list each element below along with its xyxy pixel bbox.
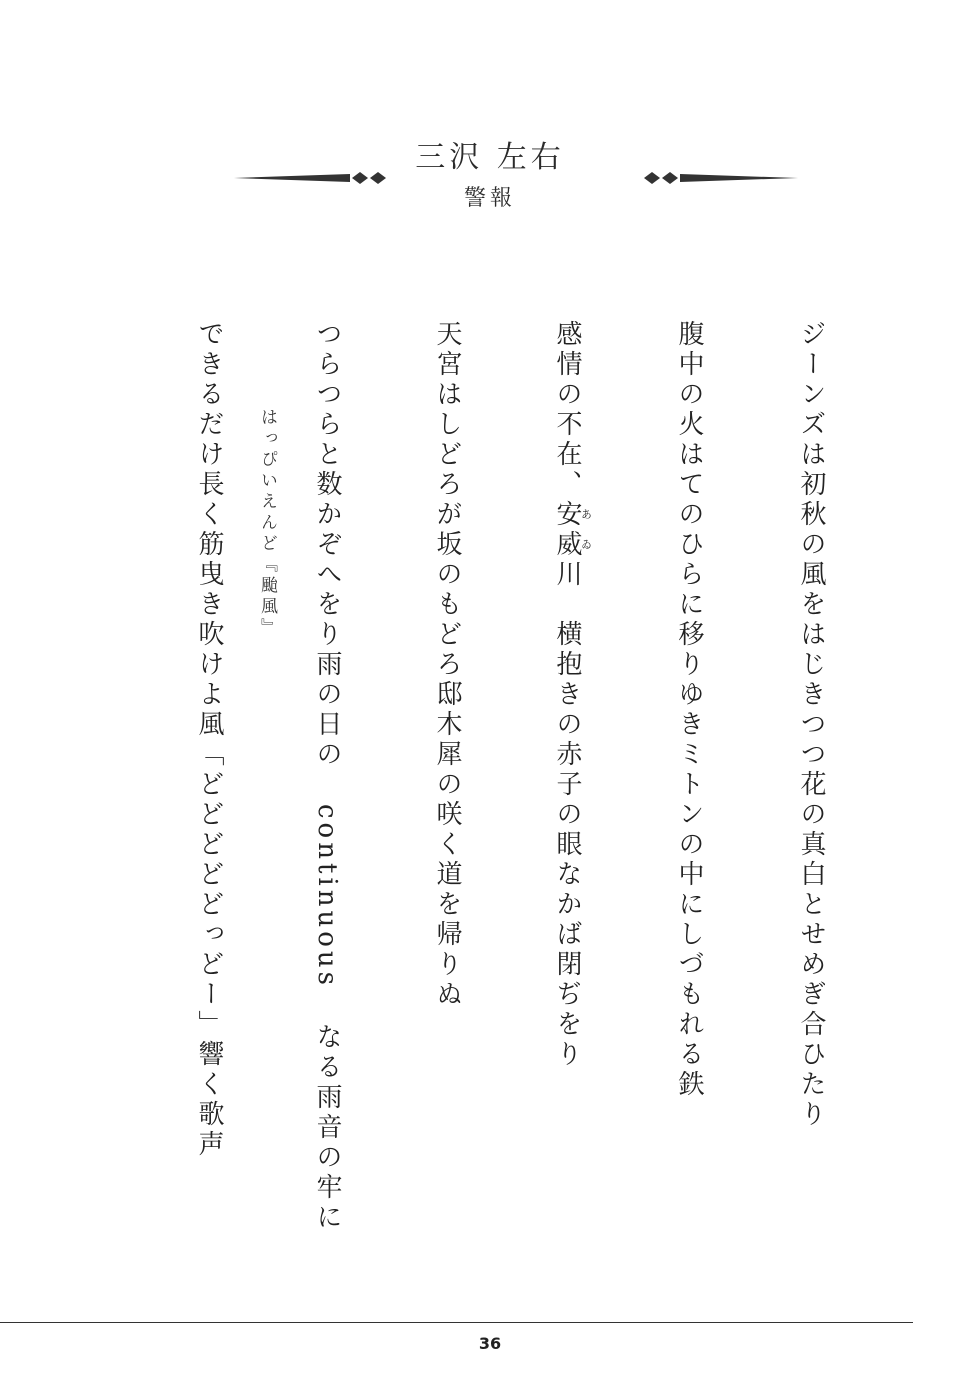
poem-line-3-ruby-base: 安威 — [552, 500, 582, 560]
poem-line-5-before: つらつらと数かぞへをり雨の日の — [312, 320, 342, 770]
poem-line-3-ruby — [552, 500, 593, 560]
poem-line-1: ジーンズは初秋の風をはじきつつ花の真白とせめぎ合ひたり — [796, 320, 826, 1130]
footer-rule — [0, 1322, 913, 1323]
attribution — [256, 408, 278, 639]
attribution-source: 『颱風』 — [257, 555, 277, 639]
poem-line-2: 腹中の火はてのひらに移りゆきミトンの中にしづもれる鉄 — [674, 320, 704, 1100]
poem-line-3 — [550, 320, 592, 1070]
poem-line-3-after: 川 横抱きの赤子の眼なかば閉ぢをり — [552, 560, 582, 1070]
poem-title: 警報 — [463, 186, 516, 211]
poem-line-4: 天宮はしどろが坂のもどろ邸木犀の咲く道を帰りぬ — [432, 320, 462, 1010]
poem-line-5-latin: continuous — [312, 804, 342, 989]
attribution-reading: はっぴいえんど — [257, 408, 277, 555]
poem-line-3-ruby-text: あゐ — [579, 500, 593, 560]
poem-body — [0, 320, 980, 1233]
poem-line-6: できるだけ長く筋曳き吹けよ風「どどどどどっどー」響く歌声 — [194, 320, 224, 1160]
poem-line-3-before: 感情の不在、 — [552, 320, 582, 500]
poem-line-5 — [310, 320, 344, 1233]
poem-line-5-after: なる雨音の牢に — [312, 1022, 342, 1233]
author-name: 三沢 左右 — [415, 140, 565, 175]
page-number: 36 — [478, 1334, 502, 1353]
